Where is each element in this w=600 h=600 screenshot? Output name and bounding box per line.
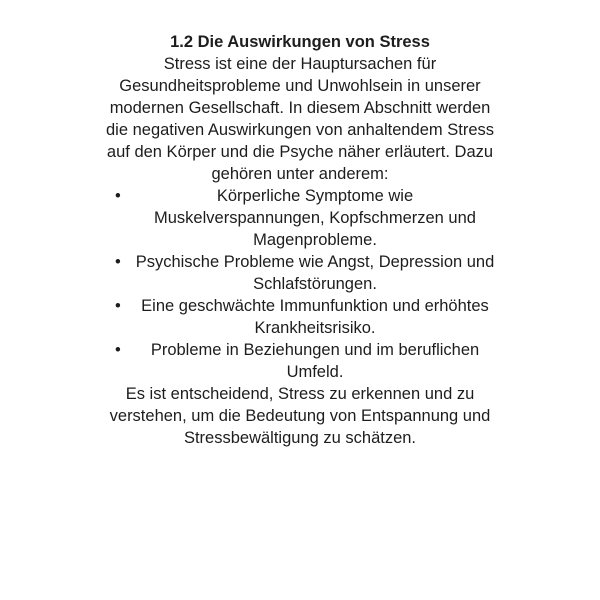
bullet-icon: •: [115, 253, 121, 271]
list-item: [100, 295, 500, 339]
list-item-text: Probleme in Beziehungen und im beruflichen Umfeld.: [150, 341, 480, 381]
closing-paragraph: Es ist entscheidend, Stress zu erkennen und zu verstehen, um die Bedeutung von Entspannung und Stressbewältigung zu schätzen.: [109, 385, 491, 447]
list-item-text: Psychische Probleme wie Angst, Depression und Schlafstörungen.: [135, 253, 495, 293]
intro-paragraph: Stress ist eine der Hauptursachen für Gesundheitsprobleme und Unwohlsein in unserer modernen Gesellschaft. In diesem Abschnitt werden die negativen Auswirkungen von anhaltendem Stress auf den Körper und die Psyche näher erläutert. Dazu gehören unter anderem:: [106, 55, 494, 183]
list-item: [100, 251, 500, 295]
text-block: [100, 0, 500, 449]
section-title: 1.2 Die Auswirkungen von Stress: [170, 33, 430, 51]
bullet-icon: •: [115, 187, 121, 205]
bullet-icon: •: [115, 297, 121, 315]
list-item: [100, 339, 500, 383]
list-item-text: Eine geschwächte Immunfunktion und erhöhtes Krankheitsrisiko.: [141, 297, 489, 337]
bullet-icon: •: [115, 341, 121, 359]
effects-list: [100, 185, 500, 383]
list-item-text: Körperliche Symptome wie Muskelverspannungen, Kopfschmerzen und Magenprobleme.: [154, 187, 476, 249]
list-item: [100, 185, 500, 251]
